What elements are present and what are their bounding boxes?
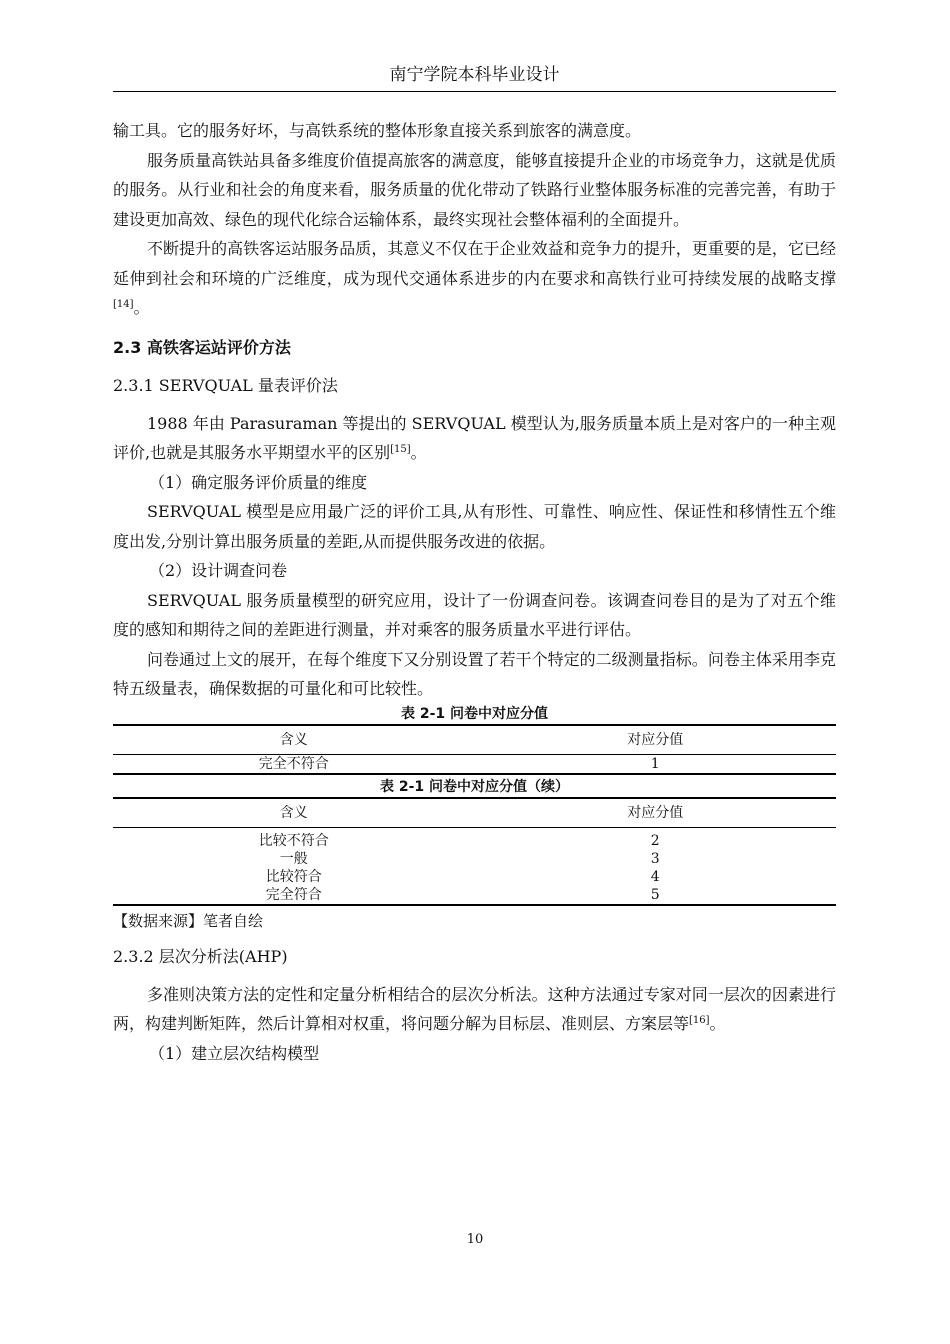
table-caption-continued: 表 2-1 问卷中对应分值（续） <box>379 778 570 795</box>
running-header: 南宁学院本科毕业设计 <box>113 62 836 92</box>
table-cell: 比较不符合 <box>258 832 329 849</box>
subsection-heading: 2.3.1 SERVQUAL 量表评价法 <box>113 375 338 395</box>
list-item: （1）建立层次结构模型 <box>149 1043 320 1063</box>
table-row <box>113 850 836 868</box>
score-table <box>113 724 836 775</box>
citation-ref[interactable]: [14] <box>113 299 134 310</box>
table-row <box>113 754 836 774</box>
table-cell: 完全不符合 <box>258 755 329 772</box>
paragraph: 问卷通过上文的展开，在每个维度下又分别设置了若干个特定的二级测量指标。问卷主体采用李克特五级量表，确保数据的可量化和可比较性。 <box>113 649 836 698</box>
table-cell: 1 <box>650 755 660 772</box>
table-row <box>113 886 836 905</box>
paragraph: SERVQUAL 模型是应用最广泛的评价工具,从有形性、可靠性、响应性、保证性和移情性五个维度出发,分别计算出服务质量的差距,从而提供服务改进的依据。 <box>113 502 836 551</box>
table-cell: 完全符合 <box>265 886 322 903</box>
citation-ref[interactable]: [15] <box>390 444 411 455</box>
list-item: （1）确定服务评价质量的维度 <box>149 472 368 492</box>
paragraph <box>113 234 836 323</box>
paragraph <box>113 409 836 468</box>
list-item: （2）设计调查问卷 <box>149 561 288 580</box>
score-table-continued <box>113 797 836 906</box>
table-cell: 2 <box>650 832 660 849</box>
paragraph-text: 不断提升的高铁客运站服务品质，其意义不仅在于企业效益和竞争力的提升，更重要的是，它已经延伸到社会和环境的广泛维度，成为现代交通体系进步的内在要求和高铁行业可持续发展的战略支撑 <box>113 239 836 288</box>
subsection-heading: 2.3.2 层次分析法(AHP) <box>113 946 288 966</box>
table-caption: 表 2-1 问卷中对应分值 <box>400 705 549 722</box>
table-header-cell: 含义 <box>279 731 308 748</box>
page-body <box>113 116 836 1068</box>
paragraph-end: 。 <box>709 1014 726 1033</box>
table-row <box>113 868 836 886</box>
paragraph: SERVQUAL 服务质量模型的研究应用，设计了一份调查问卷。该调查问卷目的是为了对五个维度的感知和期待之间的差距进行测量，并对乘客的服务质量水平进行评估。 <box>113 590 836 639</box>
paragraph: 输工具。它的服务好坏，与高铁系统的整体形象直接关系到旅客的满意度。 <box>113 121 642 140</box>
table-header-cell: 含义 <box>279 804 308 821</box>
page-number: 10 <box>466 1232 484 1247</box>
table-cell: 一般 <box>279 850 308 867</box>
data-source-note: 【数据来源】笔者自绘 <box>113 911 264 930</box>
paragraph-text: 多准则决策方法的定性和定量分析相结合的层次分析法。这种方法通过专家对同一层次的因素进行两，构建判断矩阵，然后计算相对权重，将问题分解为目标层、准则层、方案层等 <box>113 984 836 1033</box>
table-header-cell: 对应分值 <box>627 804 684 821</box>
paragraph-end: 。 <box>133 298 150 317</box>
table-header-row <box>113 798 836 828</box>
section-heading: 2.3 高铁客运站评价方法 <box>113 337 291 357</box>
table-cell: 5 <box>650 886 660 903</box>
table-header-row <box>113 725 836 755</box>
table-cell: 3 <box>650 850 660 867</box>
paragraph <box>113 980 836 1039</box>
table-header-cell: 对应分值 <box>627 731 684 748</box>
citation-ref[interactable]: [16] <box>689 1015 710 1026</box>
paragraph-end: 。 <box>410 443 427 462</box>
paragraph: 服务质量高铁站具备多维度价值提高旅客的满意度，能够直接提升企业的市场竞争力，这就是优质的服务。从行业和社会的角度来看，服务质量的优化带动了铁路行业整体服务标准的完善完善，有助于建设更加高效、绿色的现代化综合运输体系，最终实现社会整体福利的全面提升。 <box>113 150 836 229</box>
table-cell: 比较符合 <box>265 868 322 885</box>
paragraph-text: 1988 年由 Parasuraman 等提出的 SERVQUAL 模型认为,服务质量本质上是对客户的一种主观评价,也就是其服务水平期望水平的区别 <box>113 413 836 462</box>
table-row <box>113 827 836 850</box>
table-cell: 4 <box>650 868 660 885</box>
